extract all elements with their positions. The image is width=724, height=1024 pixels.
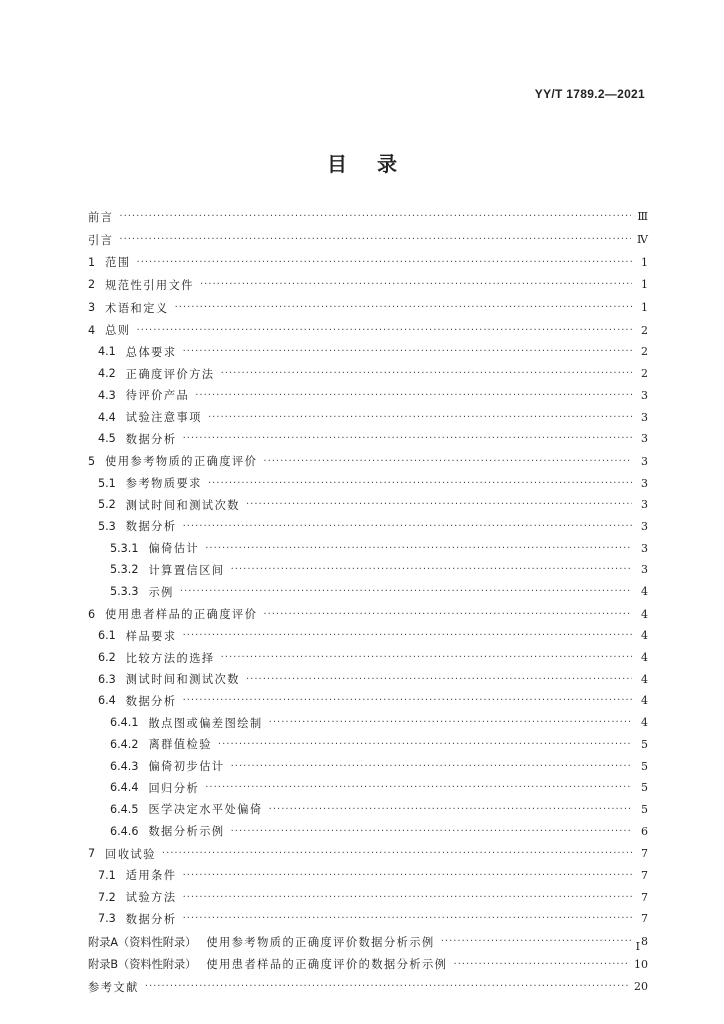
dot-leader — [269, 717, 632, 728]
toc-entry[interactable] — [88, 273, 648, 296]
toc-entry-number: 7.3 — [98, 912, 116, 926]
toc-entry-page: 5 — [641, 802, 648, 816]
toc-entry[interactable] — [88, 581, 648, 603]
dot-leader — [263, 456, 632, 467]
toc-entry-page: 7 — [641, 868, 648, 882]
toc-entry[interactable] — [88, 975, 648, 998]
toc-entry-page: 4 — [641, 672, 648, 686]
toc-entry[interactable] — [88, 668, 648, 690]
dot-leader — [183, 695, 632, 706]
toc-entry-number: 6.1 — [98, 629, 116, 643]
toc-entry-number: 5 — [88, 454, 96, 468]
toc-entry-number: 4.5 — [98, 432, 116, 446]
toc-entry-page: 10 — [634, 957, 648, 971]
toc-entry-title: 回收试验 — [105, 847, 156, 861]
toc-entry-title: 测试时间和测试次数 — [125, 673, 240, 687]
toc-entry-title: 使用参考物质的正确度评价 — [105, 455, 258, 469]
toc-entry-title: 离群值检验 — [148, 738, 212, 752]
toc-entry-page: 3 — [641, 498, 648, 512]
toc-entry-number: 5.3 — [98, 519, 116, 533]
toc-entry[interactable] — [88, 250, 648, 273]
dot-leader — [200, 279, 632, 290]
toc-entry[interactable] — [88, 865, 648, 887]
toc-entry-title: 回归分析 — [148, 781, 200, 795]
dot-leader — [221, 652, 632, 663]
toc-entry-number: 2 — [88, 278, 96, 292]
dot-leader — [208, 478, 632, 489]
toc-entry-page: 3 — [641, 541, 648, 555]
toc-entry[interactable] — [88, 842, 648, 865]
toc-entry-number: 5.1 — [98, 476, 116, 490]
toc-entry-page: 4 — [641, 694, 648, 708]
toc-entry[interactable] — [88, 777, 648, 799]
toc-entry-title: 术语和定义 — [105, 301, 169, 315]
dot-leader — [231, 564, 632, 575]
toc-entry-number: 4.4 — [98, 410, 116, 424]
toc-entry-page: 7 — [641, 912, 648, 926]
toc-entry-title: 使用患者样品的正确度评价 — [105, 608, 258, 622]
toc-entry-page: 4 — [641, 651, 648, 665]
toc-entry-page: 1 — [641, 278, 648, 292]
dot-leader — [218, 739, 632, 750]
toc-entry-page: 3 — [641, 432, 648, 446]
toc-entry[interactable] — [88, 712, 648, 734]
toc-entry-title: 总则 — [105, 324, 131, 338]
dot-leader — [441, 936, 632, 947]
toc-entry[interactable] — [88, 908, 648, 930]
dot-leader — [145, 981, 628, 992]
toc-entry-title: 计算置信区间 — [148, 563, 225, 577]
toc-entry-title: 偏倚初步估计 — [148, 760, 225, 774]
dot-leader — [246, 674, 632, 685]
toc-entry-title: 数据分析示例 — [148, 825, 225, 839]
toc-entry-number: 6.4 — [98, 694, 116, 708]
toc-entry-number: 6.4.2 — [110, 737, 139, 751]
page-number: I — [635, 940, 640, 953]
toc-entry-number: 附录B（资料性附录） — [88, 958, 197, 972]
table-of-contents — [88, 205, 648, 998]
toc-entry-page: 2 — [641, 323, 648, 337]
toc-entry-title: 引言 — [88, 233, 114, 247]
dot-leader — [119, 234, 631, 245]
toc-entry-number: 4.2 — [98, 367, 116, 381]
toc-entry-page: 1 — [641, 255, 648, 269]
toc-entry[interactable] — [88, 952, 648, 975]
toc-entry-title: 使用参考物质的正确度评价数据分析示例 — [206, 935, 435, 949]
dot-leader — [162, 848, 632, 859]
dot-leader — [205, 543, 632, 554]
toc-entry-page: 5 — [641, 737, 648, 751]
toc-entry-number: 7.2 — [98, 890, 116, 904]
toc-entry[interactable] — [88, 734, 648, 756]
toc-entry[interactable] — [88, 363, 648, 385]
dot-leader — [208, 412, 632, 423]
toc-entry-title: 数据分析 — [125, 694, 177, 708]
toc-entry-title: 测试时间和测试次数 — [125, 498, 240, 512]
toc-entry-title: 使用患者样品的正确度评价的数据分析示例 — [206, 958, 448, 972]
dot-leader — [137, 257, 632, 268]
toc-entry[interactable] — [88, 516, 648, 538]
toc-entry-title: 规范性引用文件 — [105, 278, 194, 292]
dot-leader — [183, 521, 632, 532]
dot-leader — [183, 630, 632, 641]
dot-leader — [183, 346, 632, 357]
toc-entry-page: 2 — [641, 345, 648, 359]
toc-entry-title: 前言 — [88, 210, 114, 224]
toc-entry[interactable] — [88, 537, 648, 559]
dot-leader — [269, 804, 632, 815]
toc-entry-number: 6.4.3 — [110, 759, 139, 773]
dot-leader — [453, 959, 628, 970]
toc-entry-title: 示例 — [148, 585, 174, 599]
toc-entry-page: 3 — [641, 410, 648, 424]
toc-entry-page: Ⅳ — [637, 233, 648, 247]
toc-entry[interactable] — [88, 755, 648, 777]
toc-entry[interactable] — [88, 690, 648, 712]
toc-entry-title: 正确度评价方法 — [125, 367, 215, 381]
toc-entry[interactable] — [88, 450, 648, 473]
toc-entry-page: 3 — [641, 388, 648, 402]
toc-entry[interactable] — [88, 494, 648, 516]
toc-entry[interactable] — [88, 820, 648, 842]
toc-entry[interactable] — [88, 472, 648, 494]
toc-entry-page: 4 — [641, 607, 648, 621]
toc-entry-title: 参考文献 — [88, 980, 139, 994]
toc-entry-page: 3 — [641, 519, 648, 533]
toc-entry-title: 参考物质要求 — [125, 477, 202, 491]
toc-entry-number: 1 — [88, 255, 96, 269]
toc-entry[interactable] — [88, 625, 648, 647]
toc-entry-number: 6.2 — [98, 651, 116, 665]
toc-entry-page: 8 — [641, 935, 648, 949]
toc-entry-number: 5.2 — [98, 498, 116, 512]
toc-entry-page: 4 — [641, 716, 648, 730]
toc-entry[interactable] — [88, 385, 648, 407]
toc-entry-title: 样品要求 — [125, 629, 177, 643]
page-title: 目录 — [327, 152, 427, 176]
toc-entry-page: 3 — [641, 563, 648, 577]
toc-entry-page: 4 — [641, 629, 648, 643]
toc-entry-title: 散点图或偏差图绘制 — [148, 716, 263, 730]
toc-entry[interactable] — [88, 930, 648, 953]
toc-entry-page: 4 — [641, 585, 648, 599]
dot-leader — [175, 302, 632, 313]
dot-leader — [183, 870, 632, 881]
toc-entry[interactable] — [88, 602, 648, 625]
dot-leader — [119, 211, 631, 222]
toc-entry[interactable] — [88, 406, 648, 428]
toc-entry-page: 3 — [641, 454, 648, 468]
toc-entry[interactable] — [88, 428, 648, 450]
dot-leader — [195, 390, 632, 401]
dot-leader — [246, 499, 632, 510]
toc-entry[interactable] — [88, 318, 648, 341]
toc-entry-number: 6 — [88, 607, 96, 621]
toc-entry-title: 试验方法 — [125, 891, 177, 905]
toc-entry[interactable] — [88, 799, 648, 821]
dot-leader — [137, 325, 632, 336]
toc-entry-title: 待评价产品 — [125, 389, 190, 403]
toc-entry[interactable] — [88, 205, 648, 228]
toc-entry-page: 7 — [641, 890, 648, 904]
toc-entry-number: 3 — [88, 301, 96, 315]
toc-entry-title: 数据分析 — [125, 912, 177, 926]
toc-entry-number: 4.3 — [98, 388, 116, 402]
toc-entry-page: 1 — [641, 301, 648, 315]
dot-leader — [180, 586, 632, 597]
toc-entry-page: 20 — [634, 980, 648, 994]
toc-entry-title: 试验注意事项 — [125, 411, 202, 425]
toc-entry-number: 6.4.5 — [110, 802, 139, 816]
document-code: YY/T 1789.2—2021 — [534, 87, 645, 101]
dot-leader — [183, 433, 632, 444]
toc-entry-number: 5.3.2 — [110, 563, 139, 577]
toc-entry-number: 7.1 — [98, 868, 116, 882]
toc-entry[interactable] — [88, 647, 648, 669]
toc-entry-number: 6.3 — [98, 672, 116, 686]
toc-entry-title: 比较方法的选择 — [125, 651, 215, 665]
toc-entry-title: 适用条件 — [125, 869, 177, 883]
toc-entry-page: 5 — [641, 781, 648, 795]
toc-entry-number: 4 — [88, 323, 96, 337]
toc-entry-title: 数据分析 — [125, 520, 177, 534]
toc-entry[interactable] — [88, 886, 648, 908]
toc-entry-number: 7 — [88, 847, 96, 861]
dot-leader — [221, 368, 632, 379]
toc-entry-title: 范围 — [105, 256, 131, 270]
toc-entry-page: 5 — [641, 759, 648, 773]
toc-entry-page: 7 — [641, 847, 648, 861]
toc-entry-page: 6 — [641, 824, 648, 838]
toc-entry-title: 偏倚估计 — [148, 542, 200, 556]
dot-leader — [183, 913, 632, 924]
toc-entry[interactable] — [88, 341, 648, 363]
toc-entry-number: 4.1 — [98, 345, 116, 359]
toc-entry-title: 数据分析 — [125, 432, 177, 446]
toc-entry[interactable] — [88, 559, 648, 581]
dot-leader — [231, 761, 632, 772]
dot-leader — [183, 892, 632, 903]
dot-leader — [231, 826, 632, 837]
toc-entry-page: 3 — [641, 476, 648, 490]
toc-entry-page: 2 — [641, 367, 648, 381]
toc-entry-number: 6.4.1 — [110, 716, 139, 730]
toc-entry-number: 5.3.3 — [110, 585, 139, 599]
toc-entry[interactable] — [88, 228, 648, 251]
toc-entry-number: 5.3.1 — [110, 541, 139, 555]
toc-entry-title: 总体要求 — [125, 345, 177, 359]
toc-entry-number: 6.4.4 — [110, 781, 139, 795]
dot-leader — [263, 609, 632, 620]
dot-leader — [205, 782, 632, 793]
toc-entry-number: 6.4.6 — [110, 824, 139, 838]
toc-entry-number: 附录A（资料性附录） — [88, 935, 197, 949]
toc-entry-page: Ⅲ — [637, 210, 648, 224]
toc-entry[interactable] — [88, 296, 648, 319]
toc-entry-title: 医学决定水平处偏倚 — [148, 803, 263, 817]
